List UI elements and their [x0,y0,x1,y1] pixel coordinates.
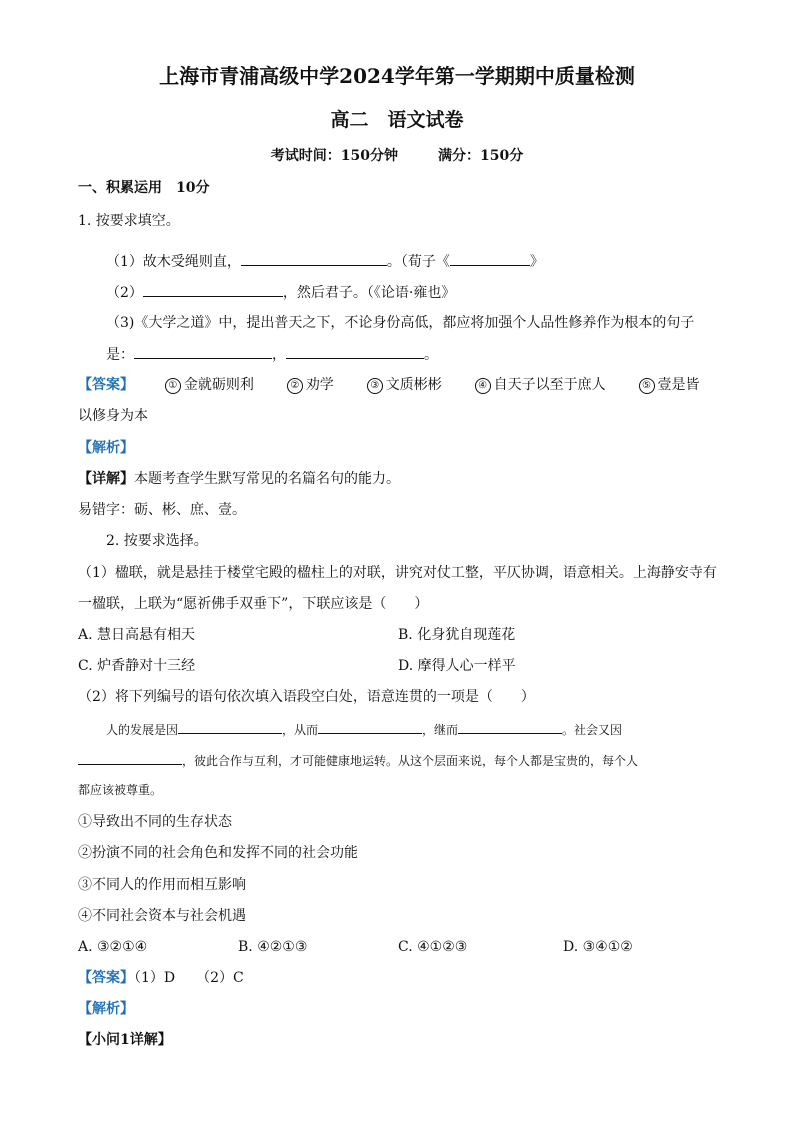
q1-error-words: 易错字：砺、彬、庶、壹。 [78,502,246,518]
choice-item: ①导致出不同的生存状态 [78,814,232,830]
full-score: 满分：150分 [438,148,524,164]
option-a[interactable]: A. ③②①④ [78,939,148,955]
q1-detail [78,469,400,489]
option-d[interactable]: D. ③④①② [563,939,633,955]
answer-blank[interactable] [143,282,283,297]
answer-blank[interactable] [134,344,272,359]
passage-blank[interactable] [178,721,282,734]
answer-item: ② 劝学 [287,377,334,393]
answer-item: ⑤ 壹是皆 [639,377,700,393]
q1-item1-mid: 。（荀子《 [386,254,450,270]
q1-item3-suffix: 。 [424,347,438,363]
q1-item1-prefix: （1）故木受绳则直， [106,254,241,270]
circle-number: ③ [367,378,383,394]
option-b[interactable]: B. 化身犹自现莲花 [398,627,516,643]
q1-item2 [106,282,455,303]
analysis-label: 【解析】 [78,440,134,456]
circle-number: ② [287,378,303,394]
option-a[interactable]: A. 慧日高悬有相天 [78,627,196,643]
analysis-label: 【解析】 [78,1001,134,1017]
q1-item1 [106,251,544,272]
q1-item1-suffix: 》 [529,254,544,270]
q1-item3-line2 [106,344,438,365]
answer-text: （1）D （2）C [134,970,244,986]
passage-line1: 人的发展是因 ，从而 ，继而 。社会又因 [106,723,623,737]
exam-time: 考试时间：150分钟 [270,148,398,164]
answer-item: ③ 文质彬彬 [367,377,442,393]
page-title: 上海市青浦高级中学2024学年第一学期期中质量检测 [159,64,635,88]
option-c[interactable]: C. ④①②③ [398,939,468,955]
q1-answer-cont: 以修身为本 [78,408,148,424]
exam-info [0,146,794,166]
choice-item: ④不同社会资本与社会机遇 [78,908,246,924]
section-heading: 一、积累运用 10分 [78,180,210,196]
q1-item3-mid: ， [272,347,286,363]
answer-blank[interactable] [450,251,530,266]
passage-line3: 都应该被尊重。 [78,783,163,797]
page-subtitle: 高二 语文试卷 [330,109,464,131]
option-c[interactable]: C. 炉香静对十三经 [78,658,196,674]
answer-item: ④ 自天子以至于庶人 [475,377,606,393]
answer-blank[interactable] [286,344,424,359]
q1-answer [78,375,700,395]
answer-label: 【答案】 [78,970,134,986]
answer-item: ① 金就砺则利 [165,377,254,393]
q1-item3-prefix: 是： [106,347,134,363]
passage-blank[interactable] [78,752,182,765]
passage-blank[interactable] [458,721,562,734]
option-d[interactable]: D. 摩得人心一样平 [398,658,516,674]
option-b[interactable]: B. ④②①③ [238,939,308,955]
q1-stem: 1. 按要求填空。 [78,213,180,229]
passage-blank[interactable] [318,721,422,734]
q1-item3-line1: （3)《大学之道》中，提出普天之下，不论身份高低，都应将加强个人品性修养作为根本的句子 [106,315,695,331]
q2-sub2-stem: （2）将下列编号的语句依次填入语段空白处，语意连贯的一项是（ ） [78,689,535,705]
choice-item: ③不同人的作用而相互影响 [78,877,246,893]
q2-sub1-line1: （1）楹联，就是悬挂于楼堂宅殿的楹柱上的对联，讲究对仗工整，平仄协调，语意相关。上海静安寺有 [78,565,717,581]
q1-item2-prefix: （2） [106,285,143,301]
passage-line2: ，彼此合作与互利，才可能健康地运转。从这个层面来说，每个人都是宝贵的，每个人 [78,751,638,771]
circle-number: ④ [475,378,491,394]
q1-item2-suffix: ，然后君子。（《论语·雍也》 [282,285,456,301]
choice-item: ②扮演不同的社会角色和发挥不同的社会功能 [78,845,358,861]
circle-number: ⑤ [639,378,655,394]
circle-number: ① [165,378,181,394]
detail-text: 本题考查学生默写常见的名篇名句的能力。 [134,471,400,487]
q2-sub1-line2: 一楹联，上联为“愿祈佛手双垂下”，下联应该是（ ） [78,596,429,612]
q2-stem: 2. 按要求选择。 [106,533,208,549]
answer-label: 【答案】 [78,377,134,393]
detail-label: 【详解】 [78,471,134,487]
answer-blank[interactable] [241,251,387,266]
q2-answer [78,968,244,988]
subquestion-label: 【小问1详解】 [78,1032,172,1048]
